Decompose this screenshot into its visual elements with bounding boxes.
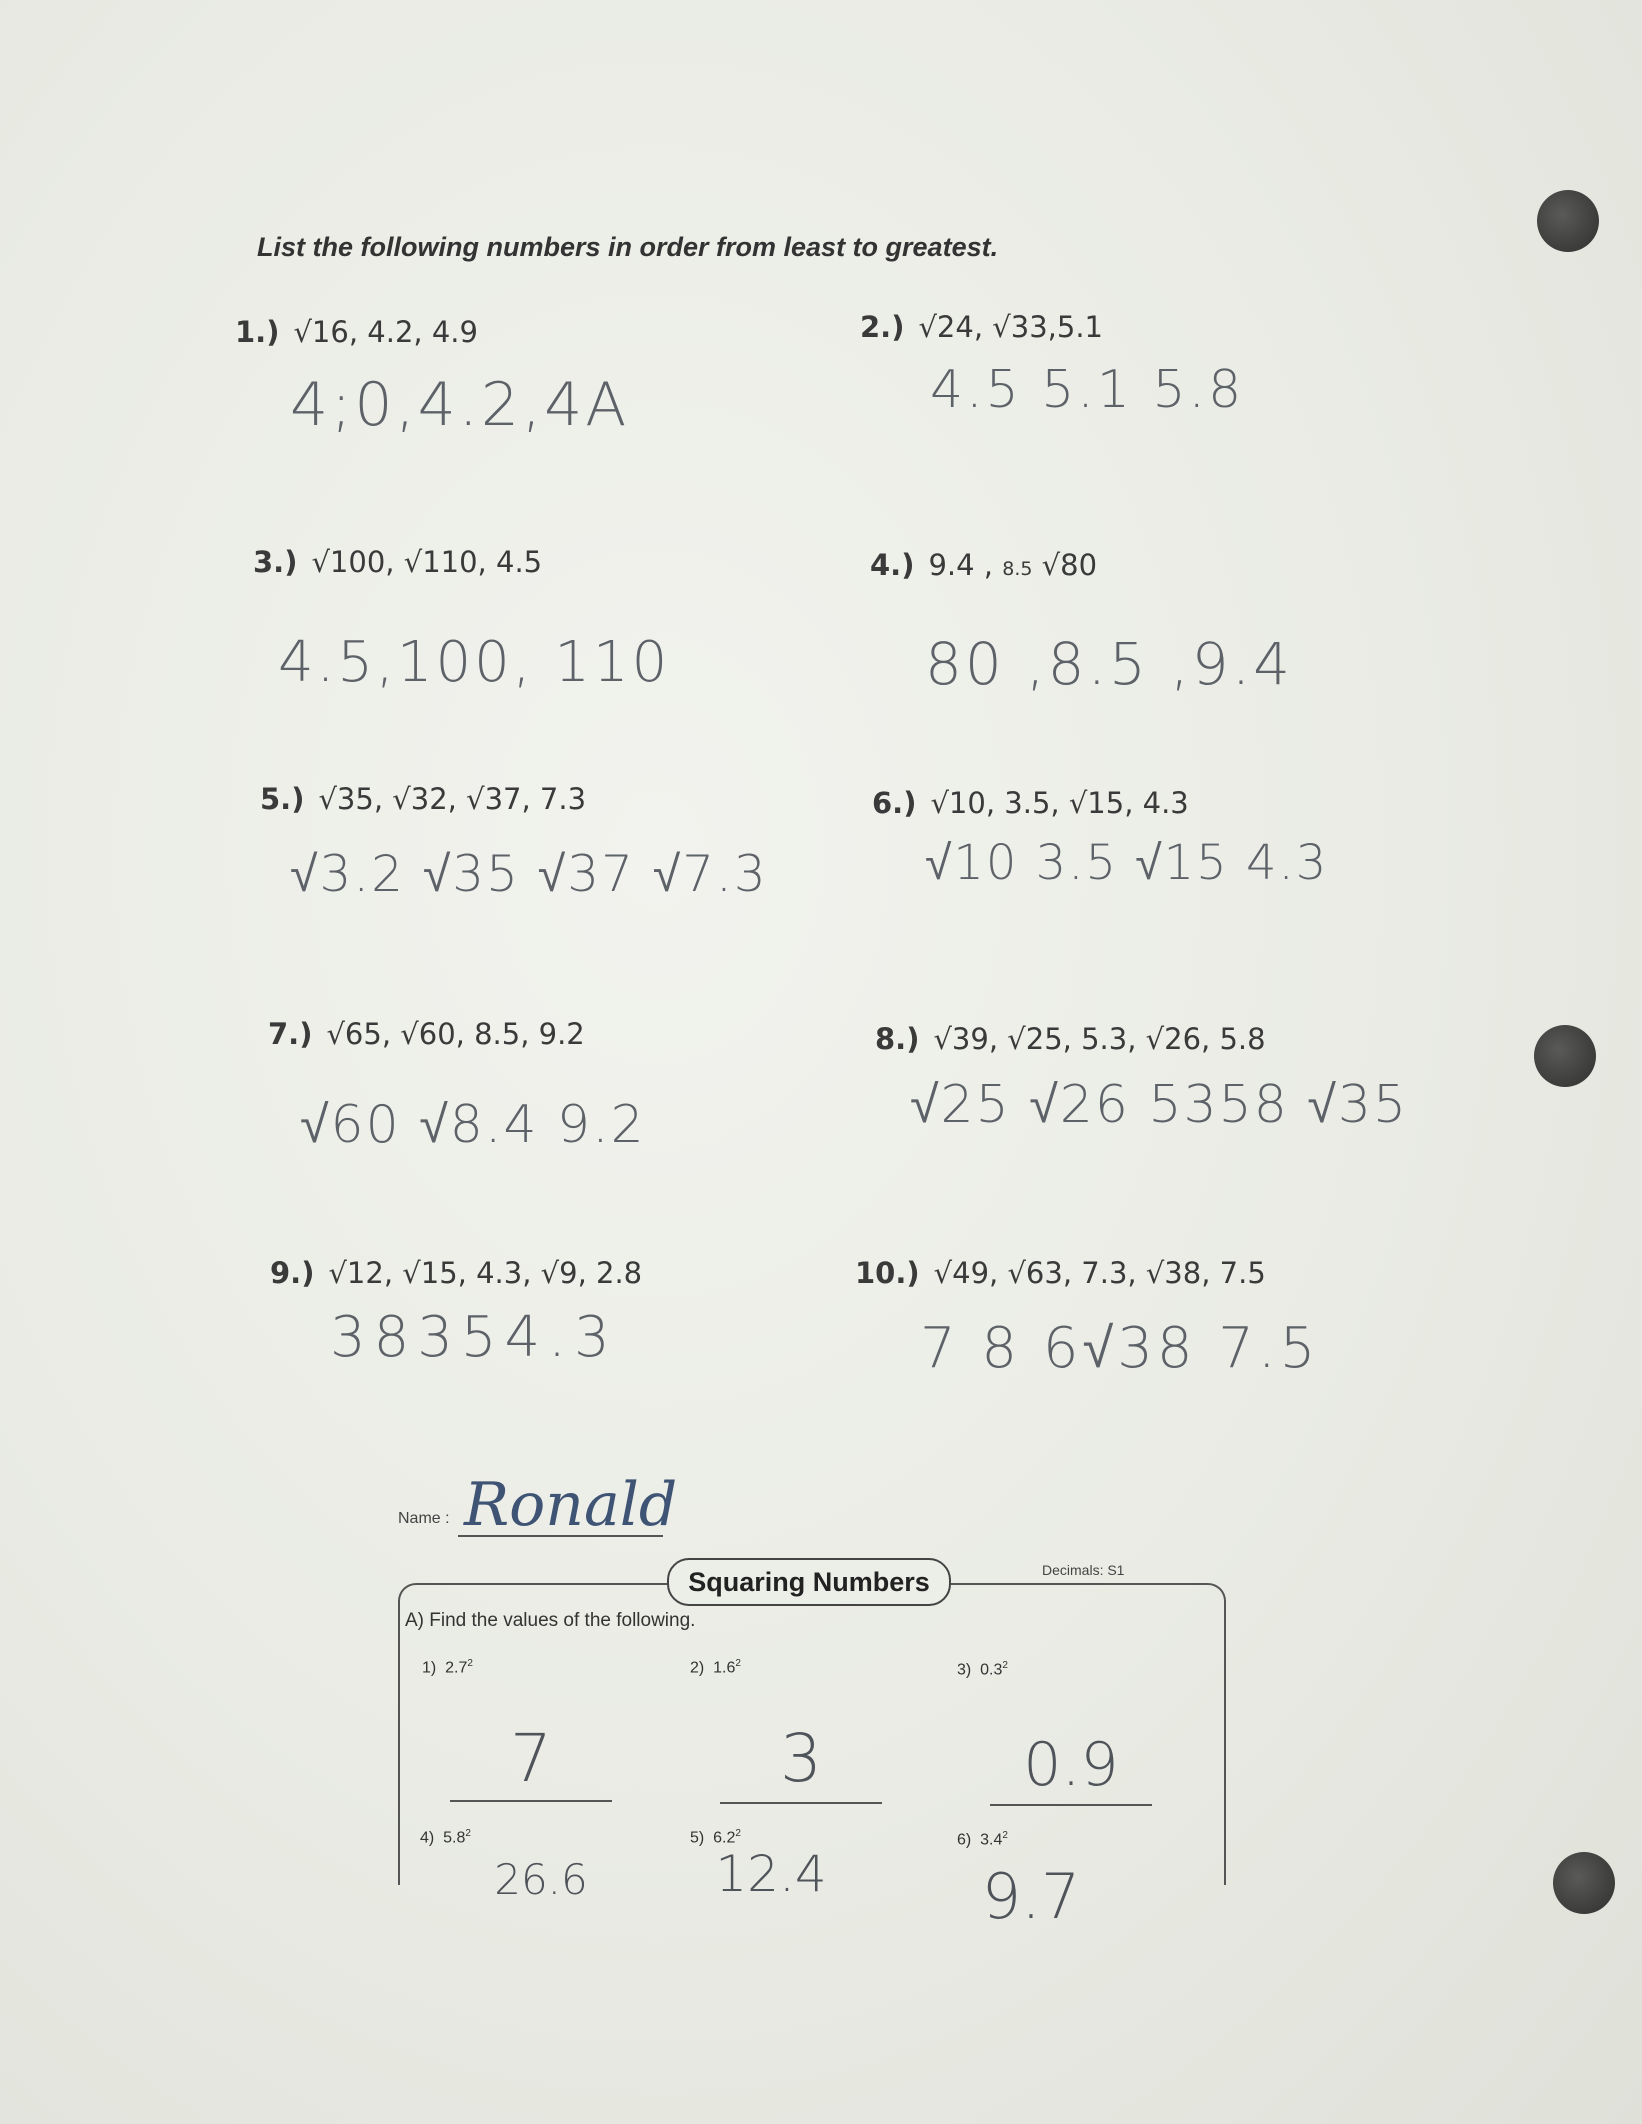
problem-expression: √16, 4.2, 4.9 (293, 315, 478, 349)
problem-8 (875, 1022, 1266, 1056)
problem-3 (253, 545, 542, 579)
item-label: 2) (690, 1659, 705, 1677)
problem-expression-small: 8.5 (1002, 558, 1033, 580)
problem-expression: √10, 3.5, √15, 4.3 (930, 786, 1189, 820)
problem-expression: √12, √15, 4.3, √9, 2.8 (328, 1256, 643, 1290)
item-exponent: 2 (1002, 1830, 1008, 1841)
answer-line-1 (450, 1800, 612, 1802)
problem-number: 1.) (235, 315, 280, 349)
item-label: 3) (957, 1661, 972, 1679)
answer-8: √25 √26 5358 √35 (910, 1075, 1409, 1135)
square-item-6 (957, 1830, 1008, 1849)
square-answer-1: 7 (510, 1720, 552, 1797)
problem-expression: √49, √63, 7.3, √38, 7.5 (933, 1256, 1266, 1290)
item-base: 2.7 (445, 1659, 468, 1677)
item-label: 6) (957, 1831, 972, 1849)
item-exponent: 2 (467, 1658, 473, 1669)
problem-9 (270, 1256, 642, 1290)
square-answer-6: 9.7 (981, 1860, 1081, 1933)
square-answer-5: 12.4 (715, 1845, 827, 1903)
problem-expression: √100, √110, 4.5 (311, 545, 543, 579)
binder-hole-top (1537, 190, 1599, 252)
problem-number: 9.) (270, 1256, 315, 1290)
worksheet-title: Squaring Numbers (667, 1558, 951, 1606)
answer-1: 4;0,4.2,4A (290, 370, 630, 440)
square-item-1 (422, 1658, 473, 1677)
worksheet-topic: Decimals: S1 (1042, 1562, 1125, 1578)
problem-number: 6.) (872, 786, 917, 820)
problem-1 (235, 315, 478, 349)
problem-expression: √24, √33,5.1 (918, 310, 1103, 344)
problem-expression: √39, √25, 5.3, √26, 5.8 (933, 1022, 1266, 1056)
square-item-3 (957, 1660, 1008, 1679)
square-answer-3: 0.9 (1023, 1730, 1119, 1800)
problem-number: 2.) (860, 310, 905, 344)
item-exponent: 2 (1002, 1660, 1008, 1671)
instruction-heading: List the following numbers in order from least to greatest. (257, 232, 999, 262)
binder-hole-bottom (1553, 1852, 1615, 1914)
name-label: Name : (398, 1510, 450, 1527)
item-exponent: 2 (465, 1828, 471, 1839)
problem-number: 4.) (870, 548, 915, 582)
answer-3: 4.5,100, 110 (278, 630, 671, 695)
problem-6 (872, 786, 1189, 820)
answer-2: 4.5 5.1 5.8 (930, 360, 1245, 420)
answer-line-2 (720, 1802, 882, 1804)
problem-expression: √35, √32, √37, 7.3 (318, 782, 587, 816)
binder-hole-middle (1534, 1025, 1596, 1087)
problem-expression-end: √80 (1041, 548, 1098, 582)
problem-number: 8.) (875, 1022, 920, 1056)
section-instruction: A) Find the values of the following. (405, 1610, 696, 1631)
problem-expression: √65, √60, 8.5, 9.2 (326, 1017, 585, 1051)
problem-10 (855, 1256, 1266, 1290)
answer-10: 7 8 6√38 7.5 (920, 1316, 1320, 1381)
item-label: 4) (420, 1829, 435, 1847)
answer-6: √10 3.5 √15 4.3 (925, 835, 1329, 891)
item-base: 1.6 (713, 1659, 736, 1677)
item-base: 6.2 (713, 1829, 736, 1847)
problem-7 (268, 1017, 585, 1051)
problem-4 (870, 548, 1097, 582)
square-answer-4: 26.6 (494, 1855, 588, 1904)
square-item-4 (420, 1828, 471, 1847)
item-exponent: 2 (735, 1658, 741, 1669)
item-base: 3.4 (980, 1831, 1003, 1849)
problem-expression: 9.4 , (928, 548, 994, 582)
square-answer-2: 3 (780, 1720, 822, 1797)
square-item-2 (690, 1658, 741, 1677)
problem-2 (860, 310, 1103, 344)
answer-9: 38354.3 (330, 1305, 618, 1370)
item-base: 5.8 (443, 1829, 466, 1847)
answer-5: √3.2 √35 √37 √7.3 (290, 845, 768, 903)
answer-line-3 (990, 1804, 1152, 1806)
item-label: 1) (422, 1659, 437, 1677)
item-base: 0.3 (980, 1661, 1003, 1679)
problem-5 (260, 782, 586, 816)
answer-4: 80 ,8.5 ,9.4 (925, 630, 1294, 698)
problem-number: 7.) (268, 1017, 313, 1051)
item-label: 5) (690, 1829, 705, 1847)
answer-7: √60 √8.4 9.2 (300, 1095, 646, 1155)
item-exponent: 2 (735, 1828, 741, 1839)
problem-number: 10.) (855, 1256, 920, 1290)
problem-number: 3.) (253, 545, 298, 579)
name-value: Ronald (464, 1470, 678, 1540)
problem-number: 5.) (260, 782, 305, 816)
